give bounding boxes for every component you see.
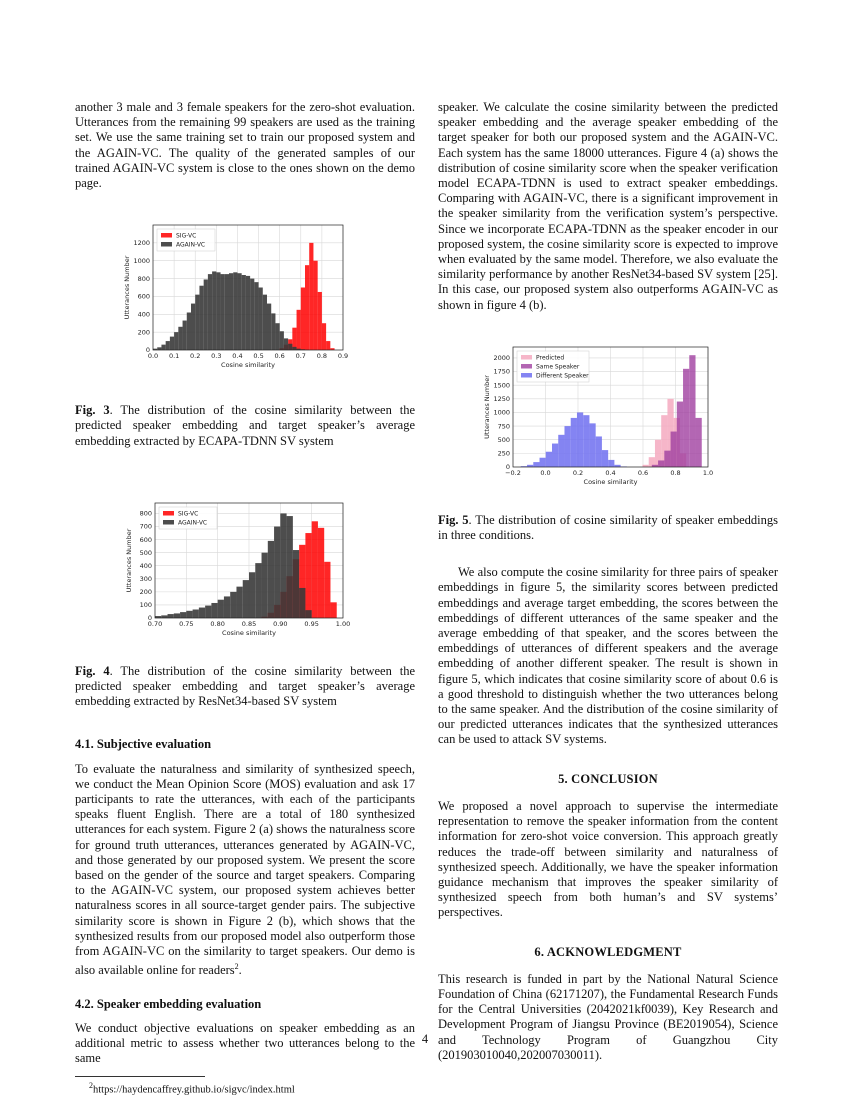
histogram-bar xyxy=(211,603,217,618)
footnote-mark: 2 xyxy=(89,1081,93,1091)
footnote-rule xyxy=(75,1076,205,1077)
section-4-2-text: We conduct objective evaluations on speaker embedding as an additional metric to assess whether two utterances belong to the same xyxy=(75,1020,415,1066)
histogram-bar xyxy=(174,332,178,350)
histogram-bar xyxy=(305,265,309,350)
legend xyxy=(517,351,589,382)
histogram-bar xyxy=(204,280,208,351)
x-tick-label: −0.2 xyxy=(505,468,521,477)
x-tick-label: 0.5 xyxy=(253,352,264,361)
histogram-bar xyxy=(157,348,161,351)
y-tick-label: 200 xyxy=(139,587,152,596)
section-4-1-text xyxy=(75,762,415,979)
y-tick-label: 500 xyxy=(497,435,510,444)
figure-4-caption xyxy=(75,664,415,710)
histogram-bar xyxy=(224,596,230,618)
x-tick-label: 0.70 xyxy=(147,619,163,628)
y-tick-label: 0 xyxy=(145,346,150,355)
intro-paragraph: another 3 male and 3 female speakers for the zero-shot evaluation. Utterances from the remaining 99 speakers are used as the training set. We use the same training set to train our proposed system and the AGAIN-VC. The quality of the generated samples of our trained AGAIN-VC system is close to the ones shown on the demo page. xyxy=(75,100,415,191)
x-tick-label: 0.3 xyxy=(211,352,222,361)
x-tick-label: 0.0 xyxy=(147,352,159,361)
y-tick-label: 1250 xyxy=(493,394,510,403)
y-tick-label: 600 xyxy=(137,292,150,301)
x-tick-label: 0.4 xyxy=(232,352,243,361)
histogram-bar xyxy=(696,418,702,467)
section-6-text: This research is funded in part by the National Natural Science Foundation of China (62171207), the Fundamental Research Funds for the Central Universities (2042021kf0039), Key Research and Development Program of Jiangsu Province (BE2019054), Science and Technology Program of Guangzhou City (201903010040,202007030011). xyxy=(438,971,778,1062)
histogram-bar xyxy=(180,612,186,618)
histogram-bar xyxy=(583,415,589,467)
histogram-bar xyxy=(229,273,233,350)
x-tick-label: 0.75 xyxy=(179,619,194,628)
histogram-bar xyxy=(205,605,211,617)
histogram-bar xyxy=(161,615,167,618)
histogram-bar xyxy=(280,331,284,350)
y-tick-label: 2000 xyxy=(493,353,510,362)
histogram-bar xyxy=(174,613,180,618)
histogram-bar xyxy=(299,588,305,618)
histogram-bar xyxy=(313,261,317,350)
histogram-bar xyxy=(589,423,595,467)
histogram-bar xyxy=(596,436,602,467)
figure-3-label: Fig. 3 xyxy=(75,403,110,418)
x-tick-label: 0.6 xyxy=(274,352,285,361)
histogram-bar xyxy=(330,602,336,618)
histogram-bar xyxy=(280,513,286,618)
y-tick-label: 1200 xyxy=(133,239,150,248)
footnote xyxy=(75,1079,415,1097)
x-tick-label: 0.95 xyxy=(304,619,319,628)
x-tick-label: 0.9 xyxy=(337,352,349,361)
footnote-ref: 2 xyxy=(234,962,239,972)
y-tick-label: 800 xyxy=(137,274,150,283)
figure-3 xyxy=(75,221,415,381)
histogram-bar xyxy=(193,609,199,617)
histogram-bar xyxy=(552,443,558,466)
histogram-bar xyxy=(166,341,170,350)
right-paragraph-1: speaker. We calculate the cosine similarity between the predicted speaker embedding and the average speaker embedding of the target speaker for both our proposed system and the AGAIN-VC. Each system has the same 18000 utterances. Figure 4 (a) shows the distribution of cosine similarity score when the speaker verification model ECAPA-TDNN is used to extract speaker embeddings. Comparing with AGAIN-VC, there is a significant improvement in the speaker similarity from the verification system’s perspective. Since we incorporate ECAPA-TDNN as the speaker encoder in our proposed system, the cosine similarity score is expected to improve when evaluated by the same model. Therefore, we also evaluate the similarity performance by another ResNet34-based SV system [25]. In this case, our proposed system also outperforms AGAIN-VC as shown in figure 4 (b). xyxy=(438,100,778,312)
legend-label: Same Speaker xyxy=(536,363,580,371)
x-tick-label: 0.6 xyxy=(637,468,649,477)
y-tick-label: 200 xyxy=(137,328,150,337)
y-axis-label: Utterances Number xyxy=(483,374,491,439)
histogram-bar xyxy=(297,310,301,350)
histogram-bar xyxy=(243,580,249,618)
figure-5-label: Fig. 5 xyxy=(438,512,469,527)
histogram-bar xyxy=(533,462,539,467)
y-axis-label: Utterances Number xyxy=(123,255,131,320)
histogram-bar xyxy=(287,516,293,618)
histogram-bar xyxy=(318,292,322,350)
x-tick-label: 0.1 xyxy=(168,352,180,361)
histogram-bar xyxy=(170,337,174,350)
histogram-bar xyxy=(683,369,689,467)
histogram-bar xyxy=(199,286,203,350)
figure-5-caption xyxy=(438,513,778,543)
histogram-bar xyxy=(246,276,250,350)
right-column xyxy=(438,100,778,1063)
legend-swatch xyxy=(521,364,532,369)
histogram-bar xyxy=(267,304,271,350)
histogram-bar xyxy=(208,274,212,350)
x-axis-label: Cosine similarity xyxy=(221,361,275,370)
histogram-bar xyxy=(216,273,220,351)
left-column xyxy=(75,100,415,1097)
histogram-bar xyxy=(259,288,263,351)
histogram-bar xyxy=(195,295,199,350)
histogram-bar xyxy=(312,521,318,618)
y-tick-label: 700 xyxy=(139,522,152,531)
y-tick-label: 250 xyxy=(497,449,510,458)
histogram-bar xyxy=(326,341,330,350)
y-tick-label: 0 xyxy=(505,463,510,472)
histogram-bar xyxy=(271,314,275,351)
histogram-bar xyxy=(309,243,313,350)
x-axis-label: Cosine similarity xyxy=(583,477,638,486)
footnote-url: https://haydencaffrey.github.io/sigvc/index.html xyxy=(93,1084,295,1096)
x-tick-label: 0.4 xyxy=(605,468,616,477)
section-4-1-end: . xyxy=(238,963,242,978)
x-tick-label: 0.7 xyxy=(295,352,306,361)
histogram-bar xyxy=(225,274,229,350)
x-tick-label: 0.0 xyxy=(540,468,551,477)
histogram-bar xyxy=(671,431,677,466)
histogram-bar xyxy=(178,327,182,350)
histogram-bar xyxy=(161,345,165,350)
histogram-bar xyxy=(292,328,296,350)
histogram-bar xyxy=(293,550,299,618)
y-tick-label: 800 xyxy=(139,509,152,518)
y-tick-label: 750 xyxy=(497,422,510,431)
histogram-bar xyxy=(324,562,330,618)
histogram-bar xyxy=(558,435,564,467)
legend-swatch xyxy=(163,520,174,525)
histogram-bar xyxy=(546,452,552,467)
figure-3-caption-text: . The distribution of the cosine similarity between the predicted speaker embedding and target speaker’s average embedding extracted by ECAPA-TDNN SV system xyxy=(75,403,416,448)
y-tick-label: 500 xyxy=(139,548,152,557)
section-5-title: 5. CONCLUSION xyxy=(558,771,658,786)
y-tick-label: 100 xyxy=(139,600,152,609)
histogram-bar xyxy=(187,313,191,351)
histogram-bar xyxy=(268,541,274,618)
histogram-bar xyxy=(689,355,695,467)
legend-label: Different Speaker xyxy=(536,372,589,380)
y-tick-label: 400 xyxy=(137,310,150,319)
y-axis-label: Utterances Number xyxy=(125,528,133,593)
histogram-bar xyxy=(658,460,664,467)
legend-swatch xyxy=(163,511,174,516)
section-5-text: We proposed a novel approach to supervise the intermediate representation to remove the speaker information from the content information for zero-shot voice conversion. This approach greatly reduces the trade-off between similarity and naturalness of synthesized speech. Additionally, we have the speaker information guidance mechanism that improves the speaker similarity of synthesized speech from both human’s and SV systems’ perspectives. xyxy=(438,798,778,920)
figure-4 xyxy=(75,499,415,644)
histogram-bar xyxy=(288,344,292,350)
histogram-bar xyxy=(191,304,195,350)
right-paragraph-2: We also compute the cosine similarity for three pairs of speaker embeddings in figure 5, the similarity scores between predicted embeddings and average target embedding, the scores between the embeddings of different utterances of the same speaker and the average embedding of that speaker, and the scores between the embeddings of utterances of different speakers and the average embedding of another different speaker. The result is shown in figure 5, which indicates that cosine similarity score of about 0.6 is a good threshold to distinguish whether the two utterances belong to the same speaker. And the distribution of the cosine similarity of our predicted utterances indicates that the synthesized utterances can be used to attack SV systems. xyxy=(438,565,778,747)
histogram-bar xyxy=(577,412,583,467)
histogram-bar xyxy=(608,460,614,467)
histogram-bar xyxy=(275,323,279,350)
figure-4-label: Fig. 4 xyxy=(75,663,110,678)
histogram-bar xyxy=(168,614,174,618)
x-tick-label: 1.00 xyxy=(335,619,351,628)
histogram-bar xyxy=(242,275,246,350)
x-tick-label: 0.85 xyxy=(241,619,257,628)
legend-swatch xyxy=(161,242,172,247)
histogram-bar xyxy=(199,607,205,617)
histogram-bar xyxy=(230,592,236,618)
y-tick-label: 1000 xyxy=(133,257,150,266)
section-4-1-body: To evaluate the naturalness and similarity of synthesized speech, we conduct the Mean Opinion Score (MOS) evaluation and ask 17 participants to rate the utterances, with each of the participants speaks fluent English. There are a total of 180 synthesized utterances for each system. Figure 2 (a) shows the naturalness score for ground truth utterances, utterances generated by AGAIN-VC, and those generated by our proposed system. We present the score based on the gender of the source and target speakers. Comparing to the AGAIN-VC system, our proposed system achieves better naturalness scores in all source-target gender pairs. The subjective similarity score is shown in Figure 2 (b), which shows that the synthesized results from our proposed model also outperform those from AGAIN-VC on the similarity to target speakers. Our demo is also available online for readers xyxy=(75,761,415,978)
figure-5 xyxy=(438,343,778,493)
histogram-bar xyxy=(301,288,305,351)
histogram-bar xyxy=(186,611,192,618)
y-tick-label: 400 xyxy=(139,561,152,570)
x-tick-label: 0.90 xyxy=(273,619,288,628)
histogram-bar xyxy=(602,450,608,467)
histogram-bar xyxy=(322,323,326,350)
histogram-bar xyxy=(262,552,268,617)
figure-3-chart xyxy=(75,221,415,381)
figure-3-caption xyxy=(75,403,415,449)
y-tick-label: 300 xyxy=(139,574,152,583)
y-tick-label: 1500 xyxy=(493,381,510,390)
figure-5-chart xyxy=(438,343,778,493)
page-number: 4 xyxy=(421,1032,429,1046)
x-tick-label: 0.80 xyxy=(210,619,225,628)
figure-5-caption-text: . The distribution of cosine similarity of speaker embeddings in three conditions. xyxy=(438,512,778,543)
histogram-bar xyxy=(540,458,546,467)
histogram-bar xyxy=(212,272,216,351)
x-tick-label: 1.0 xyxy=(702,468,714,477)
histogram-bar xyxy=(236,586,242,617)
histogram-bar xyxy=(250,279,254,350)
x-tick-label: 0.8 xyxy=(670,468,681,477)
histogram-bar xyxy=(263,295,267,350)
histogram-bar xyxy=(305,533,311,618)
y-tick-label: 600 xyxy=(139,535,152,544)
legend-label: AGAIN-VC xyxy=(176,241,206,249)
histogram-bar xyxy=(218,600,224,618)
legend-label: AGAIN-VC xyxy=(178,519,208,527)
section-4-2-title: 4.2. Speaker embedding evaluation xyxy=(75,996,262,1011)
histogram-bar xyxy=(284,339,288,351)
legend-swatch xyxy=(521,373,532,378)
legend-label: SIG-VC xyxy=(176,232,197,240)
histogram-bar xyxy=(664,450,670,466)
histogram-bar xyxy=(274,526,280,617)
legend-swatch xyxy=(521,355,532,360)
histogram-bar xyxy=(249,572,255,618)
x-axis-label: Cosine similarity xyxy=(222,628,276,637)
legend xyxy=(159,507,217,529)
legend xyxy=(157,229,215,251)
histogram-bar xyxy=(183,321,187,350)
y-tick-label: 0 xyxy=(147,614,152,623)
histogram-bar xyxy=(237,273,241,350)
section-6-title: 6. ACKNOWLEDGMENT xyxy=(534,944,682,959)
x-tick-label: 0.2 xyxy=(190,352,201,361)
histogram-bar xyxy=(318,528,324,618)
figure-4-caption-text: . The distribution of the cosine similarity between the predicted speaker embedding and target speaker’s average embedding extracted by ResNet34-based SV system xyxy=(75,663,416,709)
section-4-1-title: 4.1. Subjective evaluation xyxy=(75,737,212,752)
x-tick-label: 0.2 xyxy=(572,468,584,477)
histogram-bar xyxy=(221,274,225,350)
y-tick-label: 1000 xyxy=(493,408,510,417)
legend-label: Predicted xyxy=(536,354,565,362)
histogram-bar xyxy=(677,401,683,466)
legend-label: SIG-VC xyxy=(178,510,199,518)
histogram-bar xyxy=(305,610,311,618)
histogram-bar xyxy=(564,426,570,467)
histogram-bar xyxy=(255,563,261,618)
histogram-bar xyxy=(292,347,296,350)
y-tick-label: 1750 xyxy=(493,367,510,376)
histogram-bar xyxy=(571,418,577,467)
figure-4-chart xyxy=(75,499,415,644)
histogram-bar xyxy=(254,282,258,350)
x-tick-label: 0.8 xyxy=(316,352,328,361)
histogram-bar xyxy=(233,273,237,351)
legend-swatch xyxy=(161,233,172,238)
